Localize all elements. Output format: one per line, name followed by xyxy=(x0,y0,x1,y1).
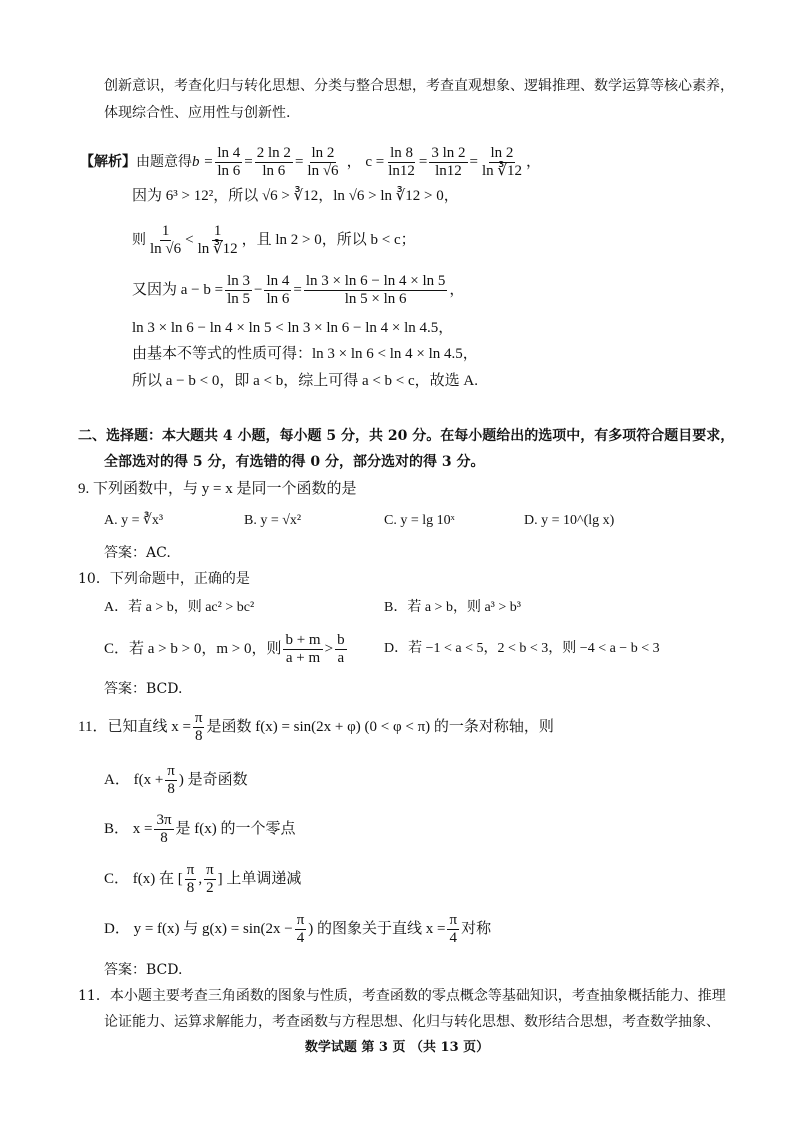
analysis-then-suffix: ，且 ln 2 > 0，所以 b < c； xyxy=(241,232,416,248)
q9-option-c: C. y = lg 10ˣ xyxy=(384,513,455,528)
q11-stem: 11．已知直线 x = $\frac{\pi}{8}$ 是函数 f(x) = sin(2x + φ) (0 < φ < π) 的一条对称轴，则 xyxy=(78,709,554,744)
intro-line-1: 创新意识，考查化归与转化思想、分类与整合思想，考查直观想象、逻辑推理、数学运算等核心素养， xyxy=(104,78,734,94)
q11-answer: 答案：BCD. xyxy=(104,962,183,978)
analysis-line-4: 又因为 a − b = $\frac{\ln 3}{\ln 5}$ − $\frac{\ln 4}{\ln 6}$ = $\frac{\ln 3 \times \ln 6 - \ln 4 \times \ln 5}{\ln 5 \times \ln 6}$ ， xyxy=(132,272,465,307)
analysis-line-6: 由基本不等式的性质可得：ln 3 × ln 6 < ln 4 × ln 4.5， xyxy=(132,346,478,362)
q9-option-a: A. y = ∛x³ xyxy=(104,513,164,528)
section-2-subtitle: 全部选对的得 5 分，有选错的得 0 分，部分选对的得 3 分。 xyxy=(104,454,485,470)
q11-option-a: A． f(x + $\frac{\pi}{8}$ ) 是奇函数 xyxy=(104,762,248,797)
q10-option-a: A．若 a > b，则 ac² > bc² xyxy=(104,600,255,615)
fraction: $\frac{\ln 3 \times \ln 6 - \ln 4 \times \ln 5}{\ln 5 \times \ln 6}$ xyxy=(305,272,446,307)
var-c: ， c = xyxy=(346,154,385,170)
q10-answer: 答案：BCD. xyxy=(104,681,183,697)
fraction: $\frac{\pi}{8}$ xyxy=(186,861,195,896)
analysis-line-7: 所以 a − b < 0，即 a < b，综上可得 a < b < c，故选 A. xyxy=(132,373,479,389)
q11-note-line-2: 论证能力、运算求解能力，考查函数与方程思想、化归与转化思想、数形结合思想，考查数学抽象、 xyxy=(104,1014,720,1030)
analysis-then: 则 xyxy=(132,232,146,248)
q9-answer: 答案：AC. xyxy=(104,545,171,561)
var-b: b = xyxy=(192,154,214,170)
fraction: $\frac{\pi}{8}$ xyxy=(194,709,203,744)
q10-option-c: C．若 a > b > 0，m > 0，则 $\frac{b + m}{a + m}$ > $\frac{b}{a}$ xyxy=(104,631,345,666)
q10-option-b: B．若 a > b，则 a³ > b³ xyxy=(384,600,521,615)
analysis-prefix: 由题意得 xyxy=(136,154,192,170)
fraction: $\frac{\ln 4}{\ln 6}$ xyxy=(266,272,290,307)
fraction: $\frac{\ln 2}{\ln ∛12}$ xyxy=(481,144,522,179)
fraction: $\frac{1}{\ln √6}$ xyxy=(150,222,182,257)
analysis-line-3: 则 $\frac{1}{\ln √6}$ < $\frac{1}{\ln ∛12}$ ，且 ln 2 > 0，所以 b < c； xyxy=(132,222,416,257)
page-footer: 数学试题 第 3 页 （共 13 页） xyxy=(304,1040,490,1055)
fraction: $\frac{\pi}{8}$ xyxy=(167,762,175,797)
q9-option-d: D. y = 10^(lg x) xyxy=(524,513,615,528)
fraction: $\frac{1}{\ln ∛12}$ xyxy=(197,222,238,257)
fraction: $\frac{3 \ln 2}{\ln 12}$ xyxy=(431,144,466,179)
q11-option-c: C． f(x) 在 [ $\frac{\pi}{8}$ , $\frac{\pi}{2}$ ] 上单调递减 xyxy=(104,861,302,896)
q11-option-b: B． x = $\frac{3\pi}{8}$ 是 f(x) 的一个零点 xyxy=(104,811,296,846)
fraction: $\frac{\ln 4}{\ln 6}$ xyxy=(217,144,241,179)
fraction: $\frac{\pi}{4}$ xyxy=(296,911,305,946)
section-2-title: 二、选择题：本大题共 4 小题，每小题 5 分，共 20 分。在每小题给出的选项中，有多项符合题目要求， xyxy=(78,428,735,444)
analysis-line-2: 因为 6³ > 12²，所以 √6 > ∛12，ln √6 > ln ∛12 > 0， xyxy=(132,188,459,204)
fraction: $\frac{\ln 8}{\ln 12}$ xyxy=(388,144,415,179)
q11-option-d: D． y = f(x) 与 g(x) = sin(2x − $\frac{\pi}{4}$ ) 的图象关于直线 x = $\frac{\pi}{4}$ 对称 xyxy=(104,911,492,946)
intro-line-2: 体现综合性、应用性与创新性. xyxy=(104,105,291,121)
analysis-line-5: ln 3 × ln 6 − ln 4 × ln 5 < ln 3 × ln 6 − ln 4 × ln 4.5， xyxy=(132,320,454,336)
fraction: $\frac{3\pi}{8}$ xyxy=(156,811,172,846)
analysis-label: 【解析】 xyxy=(80,154,136,170)
q11-note-line-1: 11．本小题主要考查三角函数的图象与性质，考查函数的零点概念等基础知识，考查抽象概括能力、推理 xyxy=(78,988,726,1004)
q10-option-d: D．若 −1 < a < 5，2 < b < 3，则 −4 < a − b < 3 xyxy=(384,641,660,656)
q10-stem: 10．下列命题中，正确的是 xyxy=(78,571,250,587)
fraction: $\frac{\ln 2}{\ln √6}$ xyxy=(307,144,339,179)
fraction: $\frac{b + m}{a + m}$ xyxy=(285,631,321,666)
q9-option-b: B. y = √x² xyxy=(244,513,302,528)
fraction: $\frac{\ln 3}{\ln 5}$ xyxy=(227,272,250,307)
fraction: $\frac{2 \ln 2}{\ln 6}$ xyxy=(256,144,291,179)
fraction: $\frac{b}{a}$ xyxy=(337,631,345,666)
fraction: $\frac{\pi}{4}$ xyxy=(449,911,458,946)
analysis-line-1: 【解析】 由题意得 b = $\frac{\ln 4}{\ln 6}$ = $\frac{2 \ln 2}{\ln 6}$ = $\frac{\ln 2}{\ln √6}$ ， c = $\frac{\ln 8}{\ln 12}$ = $\frac{3 \ln 2}{\ln 12}$ = $\frac{\ln 2}{\ln ∛12}$ ， xyxy=(80,144,541,179)
analysis-diff: 又因为 a − b = xyxy=(132,282,224,298)
q9-stem: 9. 下列函数中，与 y = x 是同一个函数的是 xyxy=(78,481,357,497)
fraction: $\frac{\pi}{2}$ xyxy=(206,861,214,896)
